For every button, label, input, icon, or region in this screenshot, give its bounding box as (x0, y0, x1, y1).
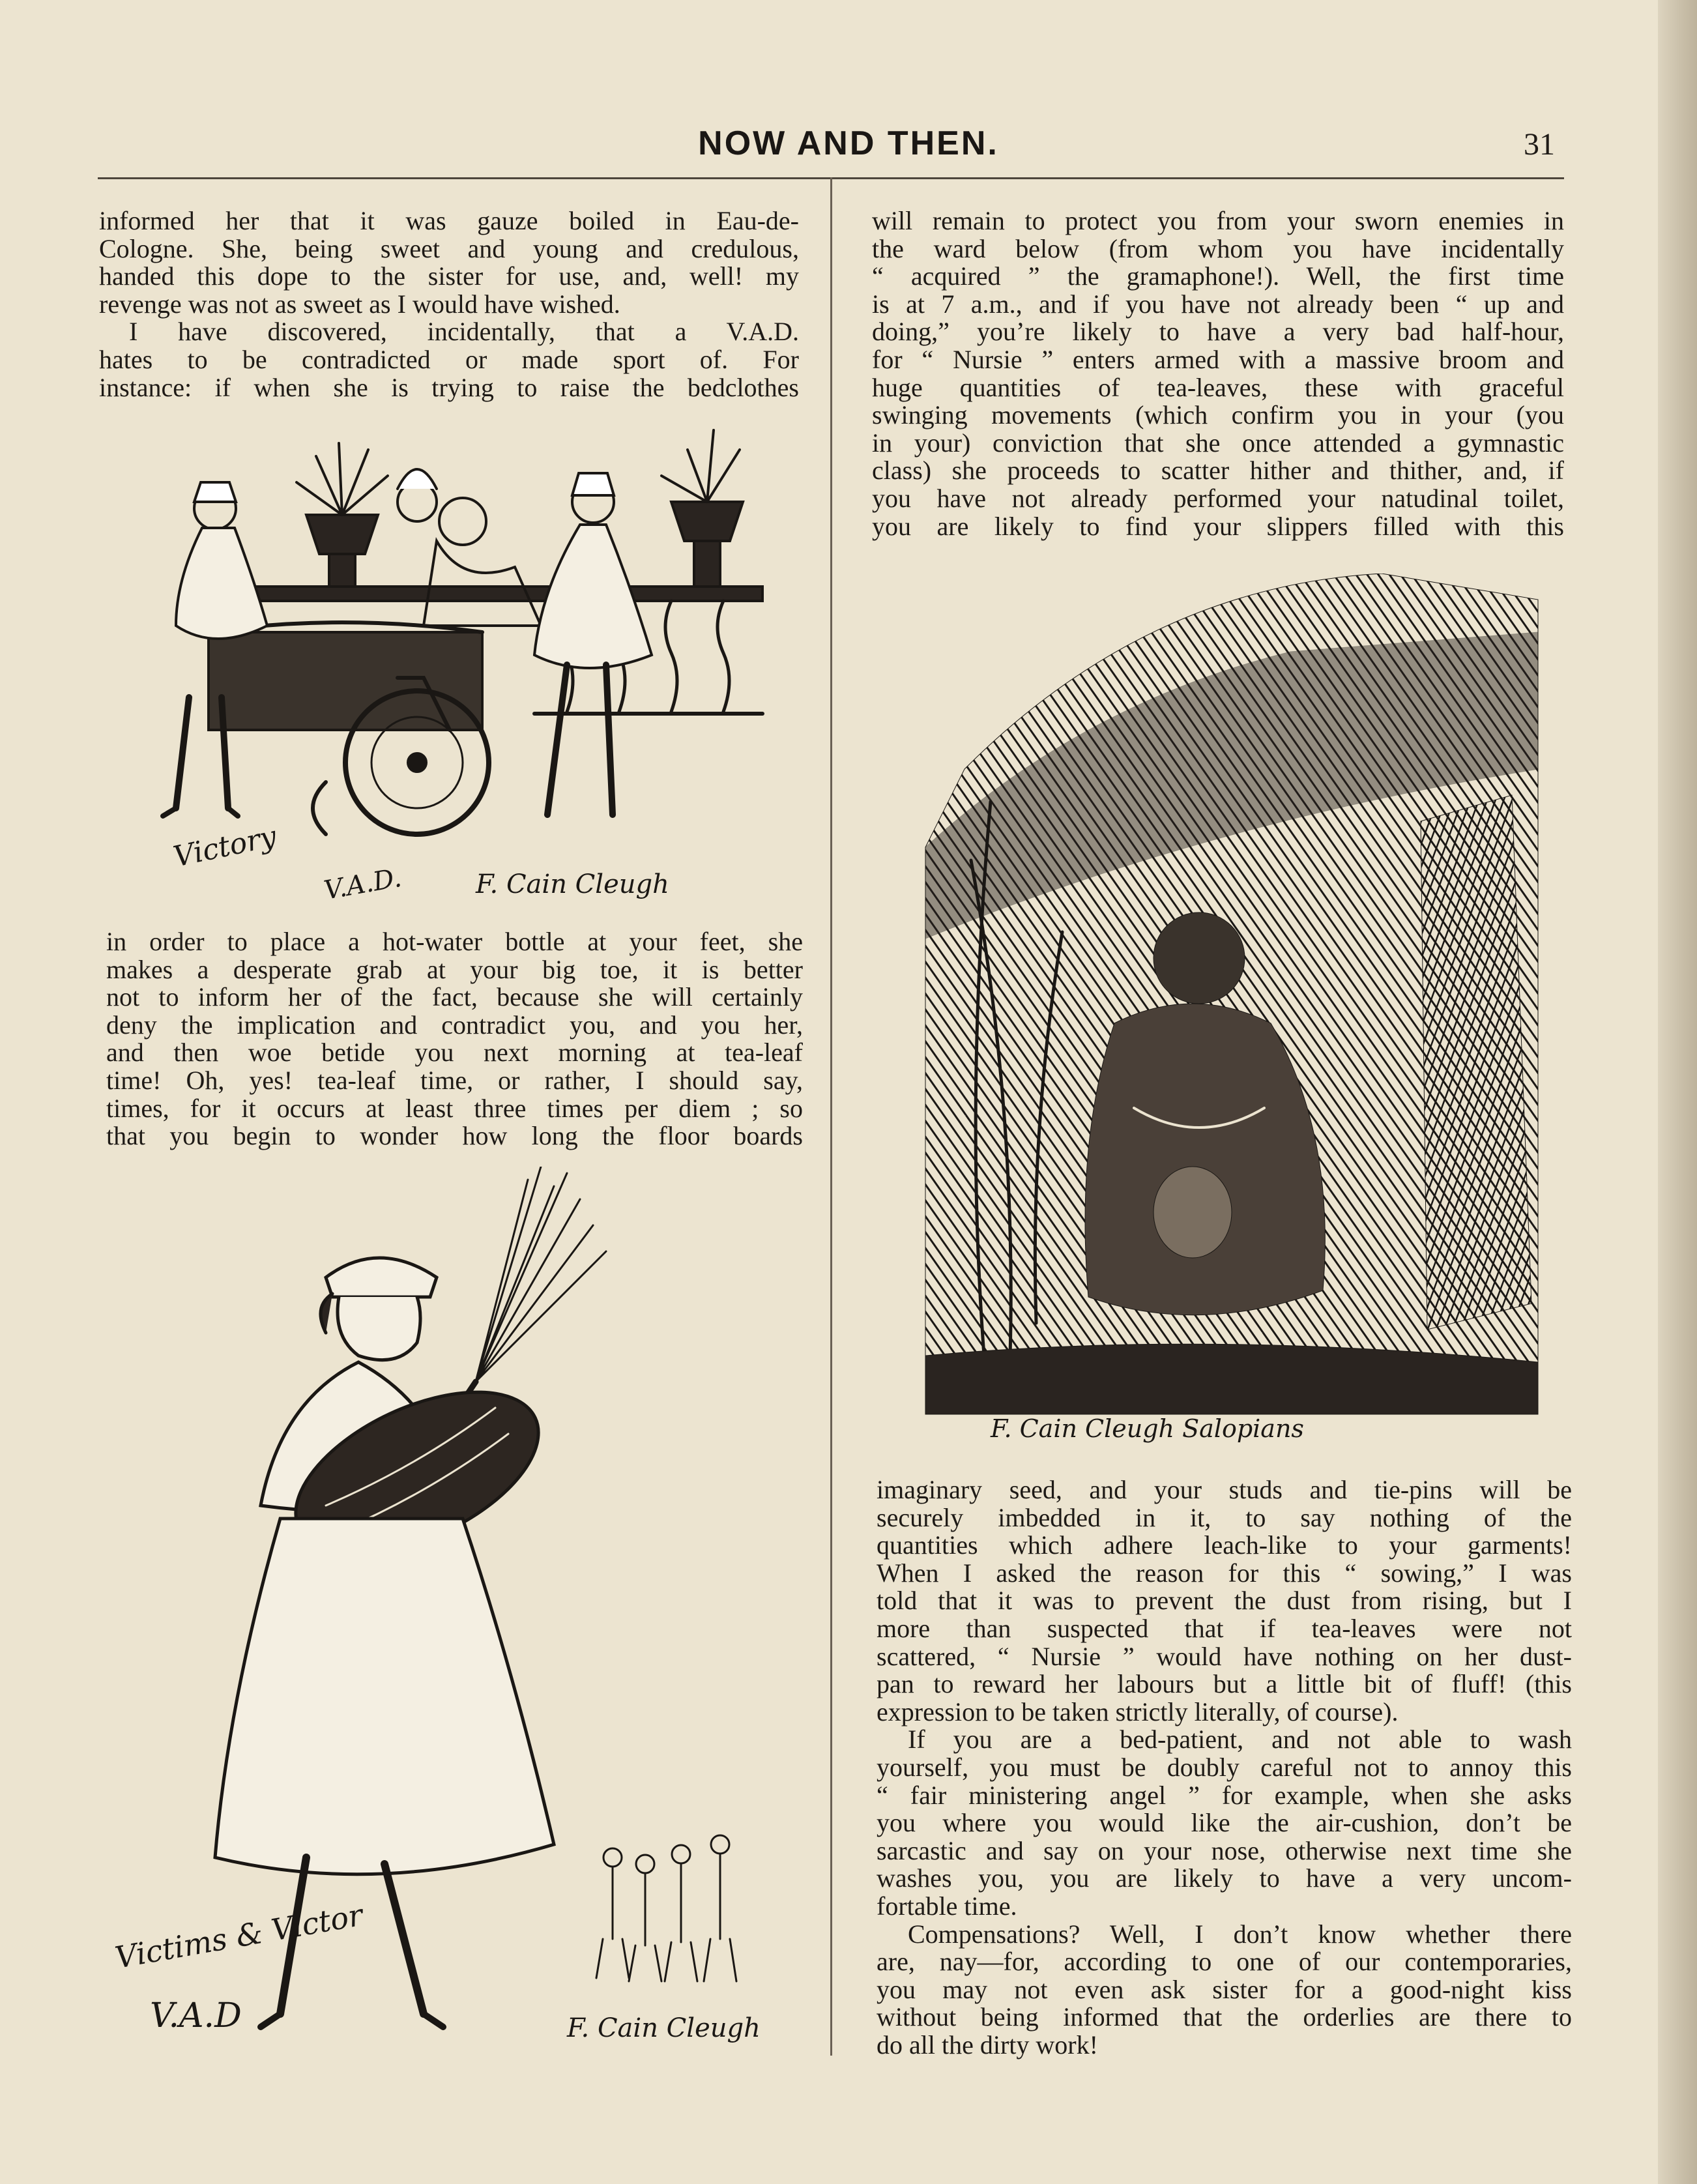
illustration-nurse-broom (111, 1167, 821, 2079)
left-column-middle-text (106, 928, 803, 1150)
text-line: not to inform her of the fact, because she will certainly (106, 982, 803, 1012)
left-column-top-text (99, 207, 799, 401)
illustration-nurses-bedside (111, 417, 821, 925)
signature-vad: V.A.D (150, 1996, 242, 2035)
text-line: that you begin to wonder how long the floor boards (106, 1121, 803, 1151)
text-line: will remain to protect you from your sworn enemies in (872, 206, 1564, 235)
text-line: securely imbedded in it, to say nothing of the (877, 1502, 1572, 1532)
page-edge-shadow (1658, 0, 1697, 2184)
text-line: informed her that it was gauze boiled in Eau-de- (99, 206, 799, 235)
text-line: pan to reward her labours but a little bit of fluff! (this (877, 1669, 1572, 1699)
text-line: and then woe betide you next morning at tea-leaf (106, 1038, 803, 1068)
text-line: instance: if when she is trying to raise the bedclothes (99, 372, 799, 402)
signature-victims-victor: Victims & Victor (112, 1897, 366, 1975)
text-line: you are likely to find your slippers filled with this (872, 511, 1564, 541)
text-line: you may not even ask sister for a good-night kiss (877, 1974, 1572, 2004)
illustration-nursie-dark-scene (886, 574, 1545, 1447)
text-line: the ward below (from whom you have incidentally (872, 233, 1564, 263)
text-line: “ acquired ” the gramaphone!). Well, the first time (872, 261, 1564, 291)
text-line: When I asked the reason for this “ sowing,” I was (877, 1558, 1572, 1588)
signature-artist: F. Cain Cleugh (476, 869, 669, 899)
text-line: in your) conviction that she once attended a gymnastic (872, 428, 1564, 458)
text-line: told that it was to prevent the dust from rising, but I (877, 1586, 1572, 1616)
text-line: time! Oh, yes! tea-leaf time, or rather, I should say, (106, 1065, 803, 1095)
right-column-bottom-text (877, 1476, 1572, 2059)
text-line: times, for it occurs at least three times per diem ; so (106, 1093, 803, 1123)
page-number: 31 (1524, 127, 1555, 162)
text-line: deny the implication and contradict you, and you her, (106, 1010, 803, 1040)
text-line: quantities which adhere leach-like to your garments! (877, 1530, 1572, 1560)
signature-artist: F. Cain Cleugh (567, 2013, 761, 2043)
text-line: fortable time. (877, 1891, 1017, 1921)
text-line: expression to be taken strictly literally, of course). (877, 1696, 1399, 1726)
text-line: makes a desperate grab at your big toe, it is better (106, 954, 803, 984)
text-line: hates to be contradicted or made sport of. For (99, 344, 799, 374)
text-line: are, nay—for, according to one of our contemporaries, (877, 1947, 1572, 1977)
text-line: washes you, you are likely to have a very uncom- (877, 1863, 1572, 1893)
column-rule (830, 177, 832, 2056)
text-line: more than suspected that if tea-leaves were not (877, 1613, 1572, 1643)
text-line: class) she proceeds to scatter hither and thither, and, if (872, 456, 1564, 486)
text-line: revenge was not as sweet as I would have wished. (99, 289, 620, 319)
text-line: scattered, “ Nursie ” would have nothing on her dust- (877, 1641, 1572, 1671)
text-line: If you are a bed-patient, and not able to wash (908, 1725, 1572, 1754)
text-line: you have not already performed your natudinal toilet, (872, 483, 1564, 513)
text-line: for “ Nursie ” enters armed with a massive broom and (872, 344, 1564, 374)
text-line: in order to place a hot-water bottle at your feet, she (106, 927, 803, 956)
text-line: without being informed that the orderlies are there to (877, 2002, 1572, 2032)
signature-victory: Victory (170, 819, 280, 874)
signature-vad: V.A.D. (321, 862, 404, 906)
text-line: Compensations? Well, I don’t know whether there (908, 1919, 1572, 1949)
text-line: is at 7 a.m., and if you have not already been “ up and (872, 289, 1564, 319)
text-line: imaginary seed, and your studs and tie-pins will be (877, 1475, 1572, 1504)
text-line: huge quantities of tea-leaves, these with graceful (872, 372, 1564, 402)
signature-artist-salopians: F. Cain Cleugh Salopians (991, 1414, 1304, 1443)
text-line: sarcastic and say on your nose, otherwise next time she (877, 1835, 1572, 1865)
text-line: Cologne. She, being sweet and young and credulous, (99, 233, 799, 263)
text-line: you where you would like the air-cushion, don’t be (877, 1808, 1572, 1838)
text-line: do all the dirty work! (877, 2030, 1098, 2060)
text-line: I have discovered, incidentally, that a V.A.D. (129, 317, 799, 347)
text-line: handed this dope to the sister for use, and, well! my (99, 261, 799, 291)
text-line: doing,” you’re likely to have a very bad half-hour, (872, 317, 1564, 347)
text-line: yourself, you must be doubly careful not to annoy this (877, 1752, 1572, 1782)
running-head: NOW AND THEN. (698, 124, 999, 162)
text-line: swinging movements (which confirm you in your (you (872, 400, 1564, 430)
right-column-top-text (872, 207, 1564, 540)
text-line: “ fair ministering angel ” for example, when she asks (877, 1780, 1572, 1810)
